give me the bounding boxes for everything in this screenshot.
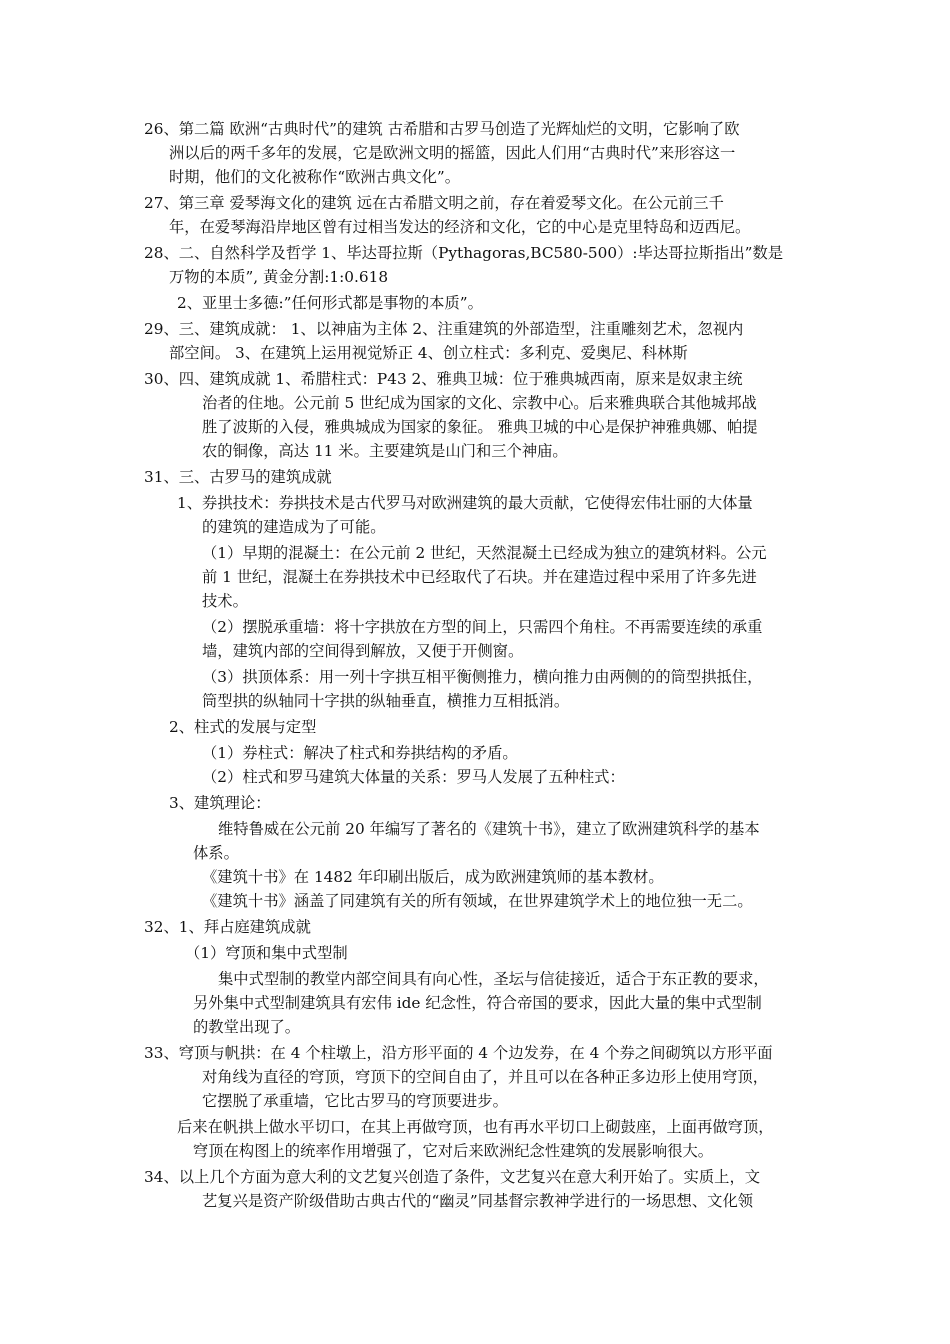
item-34-line-2: 艺复兴是资产阶级借助古典古代的“幽灵”同基督宗教神学进行的一场思想、文化领 [202, 1192, 754, 1210]
item-33-line-4: 后来在帆拱上做水平切口，在其上再做穹顶，也有再水平切口上砌鼓座，上面再做穹顶， [177, 1118, 774, 1136]
item-30-line-4: 农的铜像，高达 11 米。主要建筑是山门和三个神庙。 [202, 442, 568, 460]
item-29-line-1: 29、三、建筑成就： 1、以神庙为主体 2、注重建筑的外部造型，注重雕刻艺术，忽视内 [144, 320, 744, 338]
item-27-line-1: 27、第三章 爱琴海文化的建筑 远在古希腊文明之前，存在着爱琴文化。在公元前三千 [144, 194, 724, 212]
item-33-line-3: 它摆脱了承重墙，它比古罗马的穹顶要进步。 [202, 1092, 508, 1110]
item-28-line-3: 2、亚里士多德:”任何形式都是事物的本质”。 [177, 294, 483, 312]
item-32-line-3: 的教堂出现了。 [193, 1018, 301, 1036]
item-31-p2-line-2: 墙，建筑内部的空间得到解放，又便于开侧窗。 [202, 642, 524, 660]
item-28-line-2: 万物的本质”, 黄金分割:1:0.618 [169, 268, 389, 286]
item-31-title: 31、三、古罗马的建筑成就 [144, 468, 332, 486]
item-31-p2-line-1: （2）摆脱承重墙：将十字拱放在方型的间上，只需四个角柱。不再需要连续的承重 [202, 618, 763, 636]
item-31-sec1-line-1: 1、券拱技术：券拱技术是古代罗马对欧洲建筑的最大贡献，它使得宏伟壮丽的大体量 [177, 494, 753, 512]
item-31-sec3-line-3: 《建筑十书》在 1482 年印刷出版后，成为欧洲建筑师的基本教材。 [202, 868, 664, 886]
item-30-line-2: 治者的住地。公元前 5 世纪成为国家的文化、宗教中心。后来雅典联合其他城邦战 [202, 394, 757, 412]
item-32-title: 32、1、拜占庭建筑成就 [144, 918, 311, 936]
item-31-sec2-p2: （2）柱式和罗马建筑大体量的关系：罗马人发展了五种柱式： [202, 768, 625, 786]
item-26-line-3: 时期，他们的文化被称作“欧洲古典文化”。 [169, 168, 460, 186]
item-32-line-1: 集中式型制的教堂内部空间具有向心性，圣坛与信徒接近，适合于东正教的要求， [218, 970, 769, 988]
item-31-sec3-line-1: 维特鲁威在公元前 20 年编写了著名的《建筑十书》，建立了欧洲建筑科学的基本 [218, 820, 760, 838]
item-31-p3-line-2: 筒型拱的纵轴同十字拱的纵轴垂直，横推力互相抵消。 [202, 692, 570, 710]
item-31-sec1-line-2: 的建筑的建造成为了可能。 [202, 518, 386, 536]
item-32-subtitle: （1）穹顶和集中式型制 [185, 944, 348, 962]
item-27-line-2: 年，在爱琴海沿岸地区曾有过相当发达的经济和文化，它的中心是克里特岛和迈西尼。 [169, 218, 751, 236]
item-33-line-1: 33、穹顶与帆拱：在 4 个柱墩上，沿方形平面的 4 个边发券，在 4 个券之间砌筑以方形平面 [144, 1044, 773, 1062]
item-28-line-1: 28、二、自然科学及哲学 1、毕达哥拉斯（Pythagoras,BC580-500）:毕达哥拉斯指出”数是 [144, 244, 784, 262]
item-26-line-2: 洲以后的两千多年的发展，它是欧洲文明的摇篮，因此人们用“古典时代”来形容这一 [169, 144, 736, 162]
item-26-line-1: 26、第二篇 欧洲“古典时代”的建筑 古希腊和古罗马创造了光辉灿烂的文明，它影响了欧 [144, 120, 740, 138]
item-31-sec3-line-4: 《建筑十书》涵盖了同建筑有关的所有领域，在世界建筑学术上的地位独一无二。 [202, 892, 753, 910]
item-32-line-2: 另外集中式型制建筑具有宏伟 ide 纪念性，符合帝国的要求，因此大量的集中式型制 [193, 994, 762, 1012]
item-31-p1-line-2: 前 1 世纪，混凝土在券拱技术中已经取代了石块。并在建造过程中采用了许多先进 [202, 568, 757, 586]
item-33-line-5: 穹顶在构图上的统率作用增强了，它对后来欧洲纪念性建筑的发展影响很大。 [193, 1142, 714, 1160]
item-31-p1-line-3: 技术。 [202, 592, 248, 610]
item-33-line-2: 对角线为直径的穹顶，穹顶下的空间自由了，并且可以在各种正多边形上使用穹顶， [202, 1068, 768, 1086]
item-31-sec3-line-2: 体系。 [193, 844, 239, 862]
item-31-p1-line-1: （1）早期的混凝土：在公元前 2 世纪，天然混凝土已经成为独立的建筑材料。公元 [202, 544, 767, 562]
item-30-line-3: 胜了波斯的入侵，雅典城成为国家的象征。 雅典卫城的中心是保护神雅典娜、帕提 [202, 418, 758, 436]
item-30-line-1: 30、四、建筑成就 1、希腊柱式：P43 2、雅典卫城：位于雅典城西南，原来是奴隶主统 [144, 370, 743, 388]
item-34-line-1: 34、以上几个方面为意大利的文艺复兴创造了条件，文艺复兴在意大利开始了。实质上，文 [144, 1168, 761, 1186]
item-31-sec2-title: 2、柱式的发展与定型 [169, 718, 317, 736]
item-29-line-2: 部空间。 3、在建筑上运用视觉矫正 4、创立柱式：多利克、爱奥尼、科林斯 [169, 344, 688, 362]
item-31-sec3-title: 3、建筑理论： [169, 794, 271, 812]
item-31-p3-line-1: （3）拱顶体系：用一列十字拱互相平衡侧推力，横向推力由两侧的的筒型拱抵住， [202, 668, 763, 686]
item-31-sec2-p1: （1）券柱式：解决了柱式和券拱结构的矛盾。 [202, 744, 518, 762]
